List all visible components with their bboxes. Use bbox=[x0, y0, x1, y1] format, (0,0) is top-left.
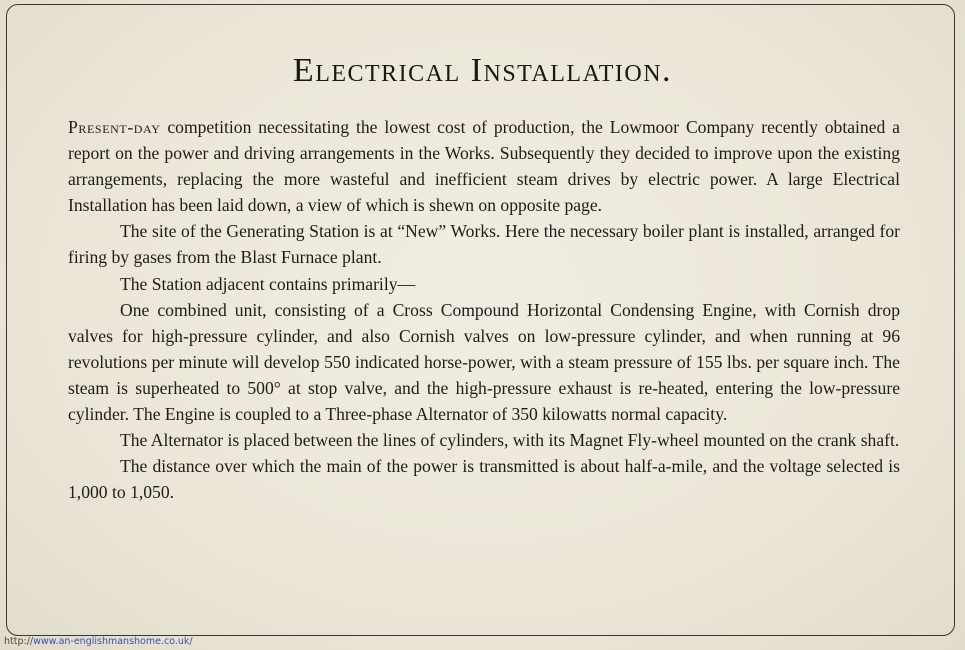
source-link[interactable]: www.an-englishmanshome.co.uk/ bbox=[33, 636, 193, 647]
paragraph-generating-station: The site of the Generating Station is at “New” Works. Here the necessary boiler plant is installed, arranged for firing by gases from the Blast Furnace plant. bbox=[68, 221, 900, 268]
body-text bbox=[68, 114, 900, 505]
url-prefix: http:// bbox=[4, 636, 34, 647]
paragraph-intro bbox=[68, 114, 900, 218]
paragraph-transmission: The distance over which the main of the power is transmitted is about half-a-mile, and the voltage selected is 1,000 to 1,050. bbox=[68, 456, 900, 503]
paragraph-intro-text: competition necessitating the lowest cost of production, the Lowmoor Company recently obtained a report on the power and driving arrangements in the Works. Subsequently they decided to improve upon the existing arrangements, replacing the more wasteful and inefficient steam drives by electric power. A large Electrical Installation has been laid down, a view of which is shewn on opposite page. bbox=[68, 117, 900, 216]
source-url bbox=[4, 636, 193, 647]
paragraph-station-contents: The Station adjacent contains primarily— bbox=[120, 273, 416, 294]
paragraph-engine-unit: One combined unit, consisting of a Cross Compound Horizontal Condensing Engine, with Cornish drop valves for high-pressure cylinder, and also Cornish valves on low-pressure cylinder, and when running at 96 revolutions per minute will develop 550 indicated horse-power, with a steam pressure of 155 lbs. per square inch. The steam is superheated to 500° at stop valve, and the high-pressure exhaust is re-heated, entering the low-pressure cylinder. The Engine is coupled to a Three-phase Alternator of 350 kilowatts normal capacity. bbox=[68, 299, 900, 425]
lead-words: Present-day bbox=[68, 117, 161, 137]
page-title: Electrical Installation. bbox=[292, 52, 673, 89]
paragraph-alternator: The Alternator is placed between the lines of cylinders, with its Magnet Fly-wheel mounted on the crank shaft. bbox=[120, 430, 900, 451]
